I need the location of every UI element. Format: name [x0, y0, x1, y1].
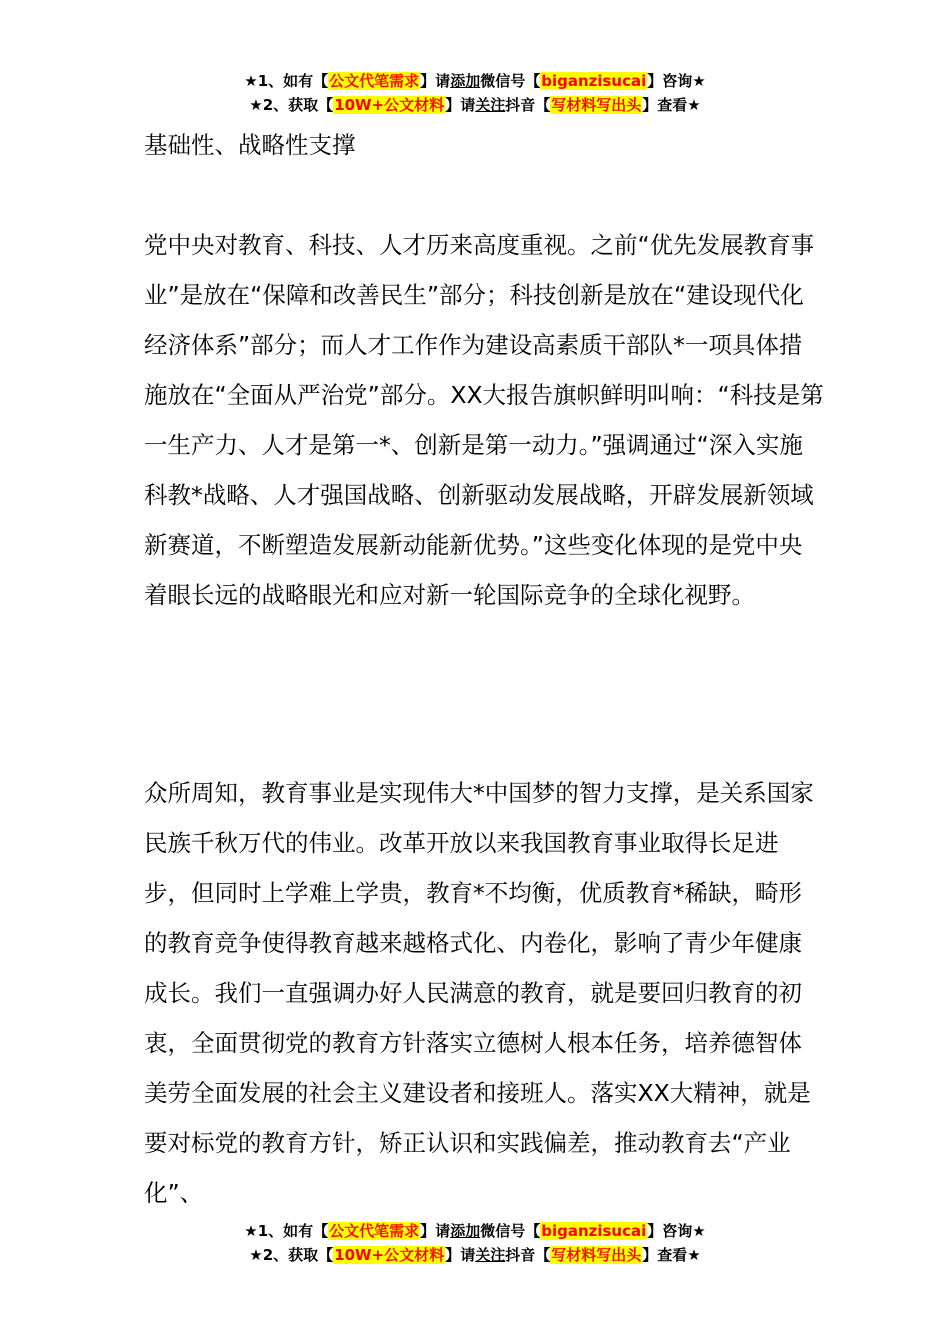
banner-text: 微信号【 — [480, 72, 541, 90]
banner-text: 】请 — [445, 96, 476, 114]
text-fragment — [144, 120, 824, 170]
paragraph-1 — [144, 220, 824, 620]
banner-line-2 — [0, 1243, 950, 1267]
banner-line-2 — [0, 93, 950, 117]
banner-text: ★2、获取【 — [249, 1246, 334, 1264]
header-banner — [0, 69, 950, 117]
highlight-wechat-id: biganzisucai — [541, 72, 647, 90]
banner-text: 微信号【 — [480, 1222, 541, 1240]
highlight-materials: 10W+公文材料 — [334, 96, 445, 114]
banner-text: 】请 — [420, 1222, 451, 1240]
highlight-service: 公文代笔需求 — [329, 1222, 420, 1240]
banner-emphasis: 添加 — [450, 1222, 481, 1240]
highlight-materials: 10W+公文材料 — [334, 1246, 445, 1264]
highlight-service: 公文代笔需求 — [329, 72, 420, 90]
banner-text: ★2、获取【 — [249, 96, 334, 114]
highlight-douyin-id: 写材料写出头 — [551, 1246, 642, 1264]
banner-emphasis: 关注 — [475, 1246, 506, 1264]
highlight-douyin-id: 写材料写出头 — [551, 96, 642, 114]
banner-line-1 — [0, 1219, 950, 1243]
banner-text: 抖音【 — [505, 96, 551, 114]
fragment-line: 基础性、战略性支撑 — [144, 131, 356, 159]
paragraph-text: 众所周知，教育事业是实现伟大*中国梦的智力支撑，是关系国家民族千秋万代的伟业。改革开放以来我国教育事业取得长足进步，但同时上学难上学贵，教育*不均衡，优质教育*稀缺，畸形的教育竞争使得教育越来越格式化、内卷化，影响了青少年健康成长。我们一直强调办好人民满意的教育，就是要回归教育的初衷，全面贯彻党的教育方针落实立德树人根本任务，培养德智体美劳全面发展的社会主义建设者和接班人。落实XX大精神，就是要对标党的教育方针，矫正认识和实践偏差，推动教育去“产业化”、 — [144, 779, 814, 1207]
banner-emphasis: 添加 — [450, 72, 481, 90]
banner-text: 抖音【 — [505, 1246, 551, 1264]
banner-text: 】查看★ — [642, 96, 701, 114]
paragraph-text: 党中央对教育、科技、人才历来高度重视。之前“优先发展教育事业”是放在“保障和改善民生”部分；科技创新是放在“建设现代化经济体系”部分；而人才工作作为建设高素质干部队*一项具体措施放在“全面从严治党”部分。XX大报告旗帜鲜明叫响：“科技是第一生产力、人才是第一*、创新是第一动力。”强调通过“深入实施科教*战略、人才强国战略、创新驱动发展战略，开辟发展新领域新赛道，不断塑造发展新动能新优势。”这些变化体现的是党中央着眼长远的战略眼光和应对新一轮国际竞争的全球化视野。 — [144, 231, 824, 609]
paragraph-2 — [144, 768, 824, 1218]
footer-banner — [0, 1219, 950, 1267]
banner-text: ★1、如有【 — [244, 1222, 329, 1240]
banner-text: 】咨询★ — [647, 1222, 706, 1240]
highlight-wechat-id: biganzisucai — [541, 1222, 647, 1240]
banner-text: 】请 — [445, 1246, 476, 1264]
banner-text: 】查看★ — [642, 1246, 701, 1264]
banner-text: 】请 — [420, 72, 451, 90]
banner-text: 】咨询★ — [647, 72, 706, 90]
banner-text: ★1、如有【 — [244, 72, 329, 90]
banner-line-1 — [0, 69, 950, 93]
banner-emphasis: 关注 — [475, 96, 506, 114]
